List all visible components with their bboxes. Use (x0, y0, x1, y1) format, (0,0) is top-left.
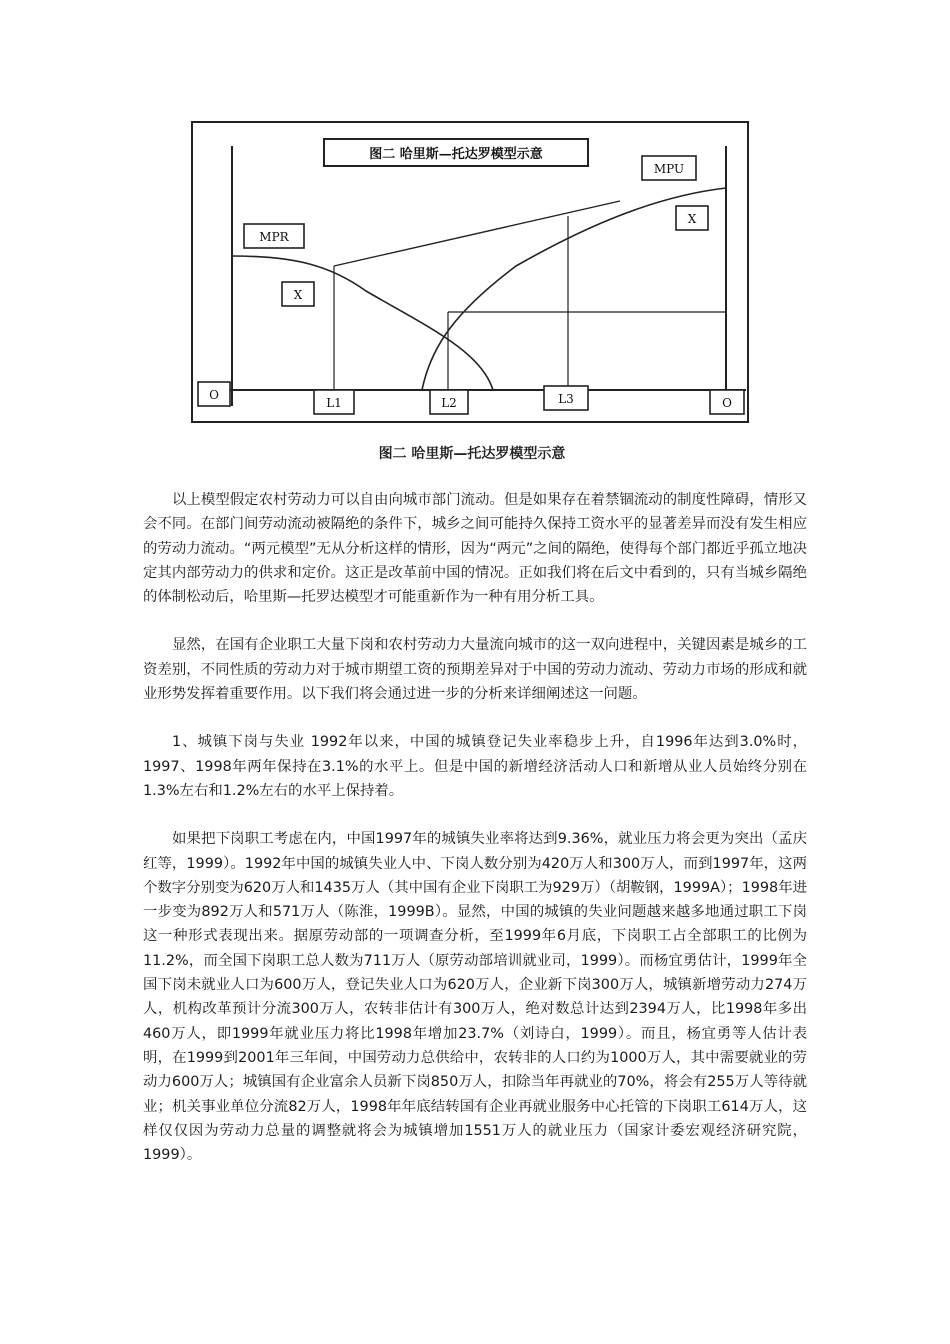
svg-text:L3: L3 (558, 392, 574, 406)
mpr-label (244, 224, 304, 248)
figure-caption: 图二 哈里斯—托达罗模型示意 (378, 446, 566, 462)
x-label-left (282, 282, 314, 306)
mpu-label (642, 156, 696, 180)
harris-todaro-figure (186, 116, 754, 468)
svg-text:L1: L1 (326, 396, 342, 410)
paragraph-3: 1、城镇下岗与失业 1992年以来，中国的城镇登记失业率稳步上升，自1996年达到3.0%时，1997、1998年两年保持在3.1%的水平上。但是中国的新增经济活动人口和新增从业人员始终分别在1.3%左右和1.2%左右的水平上保持着。 (143, 734, 807, 799)
svg-text:MPR: MPR (259, 230, 289, 244)
paragraph-2: 显然，在国有企业职工大量下岗和农村劳动力大量流向城市的这一双向进程中，关键因素是城乡的工资差别，不同性质的劳动力对于城市期望工资的预期差异对于中国的劳动力流动、劳动力市场的形成和就业形势发挥着重要作用。以下我们将会通过进一步的分析来详细阐述这一问题。 (143, 637, 807, 703)
l2-label (430, 390, 468, 414)
paragraph-4: 如果把下岗职工考虑在内，中国1997年的城镇失业率将达到9.36%，就业压力将会更为突出（孟庆红等，1999）。1992年中国的城镇失业人中、下岗人数分别为420万人和300万人，而到1997年，这两个数字分别变为620万人和1435万人（其中国有企业下岗职工为929万）（胡鞍钢，1999A）；1998年进一步变为892万人和571万人（陈淮，1999B）。显然，中国的城镇的失业问题越来越多地通过职工下岗这一种形式表现出来。据原劳动部的一项调查分析，至1999年6月底，下岗职工占全部职工的比例为11.2%，而全国下岗职工总人数为711万人（原劳动部培训就业司，1999）。而杨宜勇估计，1999年全国下岗未就业人口为600万人，登记失业人口为620万人，企业新下岗300万人，城镇新增劳动力274万人，机构改革预计分流300万人，农转非估计有300万人，绝对数总计达到2394万人，比1998年多出460万人，即1999年就业压力将比1998年增加23.7%（刘诗白，1999）。而且，杨宜勇等人估计表明，在1999到2001年三年间，中国劳动力总供给中，农转非的人口约为1000万人，其中需要就业的劳动力600万人；城镇国有企业富余人员新下岗850万人，扣除当年再就业的70%，将会有255万人等待就业；机关事业单位分流82万人，1998年年底结转国有企业再就业服务中心托管的下岗职工614万人，这样仅仅因为劳动力总量的调整就将会为城镇增加1551万人的就业压力（国家计委宏观经济研究院，1999）。 (143, 831, 807, 1164)
svg-text:X: X (687, 212, 697, 226)
x-label-right (676, 206, 708, 230)
origin-right-label (710, 390, 744, 414)
body-text (143, 488, 807, 1191)
origin-left-label (198, 382, 230, 406)
svg-text:X: X (293, 288, 303, 302)
svg-text:O: O (722, 396, 732, 410)
svg-text:MPU: MPU (653, 162, 685, 176)
l3-label (544, 386, 588, 410)
svg-text:O: O (209, 388, 219, 402)
svg-text:L2: L2 (441, 396, 457, 410)
paragraph-1: 以上模型假定农村劳动力可以自由向城市部门流动。但是如果存在着禁锢流动的制度性障碍，情形又会不同。在部门间劳动流动被隔绝的条件下，城乡之间可能持久保持工资水平的显著差异而没有发生相应的劳动力流动。“两元模型”无从分析这样的情形，因为“两元”之间的隔绝，使得每个部门都近乎孤立地决定其内部劳动力的供求和定价。这正是改革前中国的情况。正如我们将在后文中看到的，只有当城乡隔绝的体制松动后，哈里斯—托罗达模型才可能重新作为一种有用分析工具。 (143, 492, 807, 606)
inner-title: 图二 哈里斯—托达罗模型示意 (369, 147, 543, 162)
l1-label (314, 390, 354, 414)
